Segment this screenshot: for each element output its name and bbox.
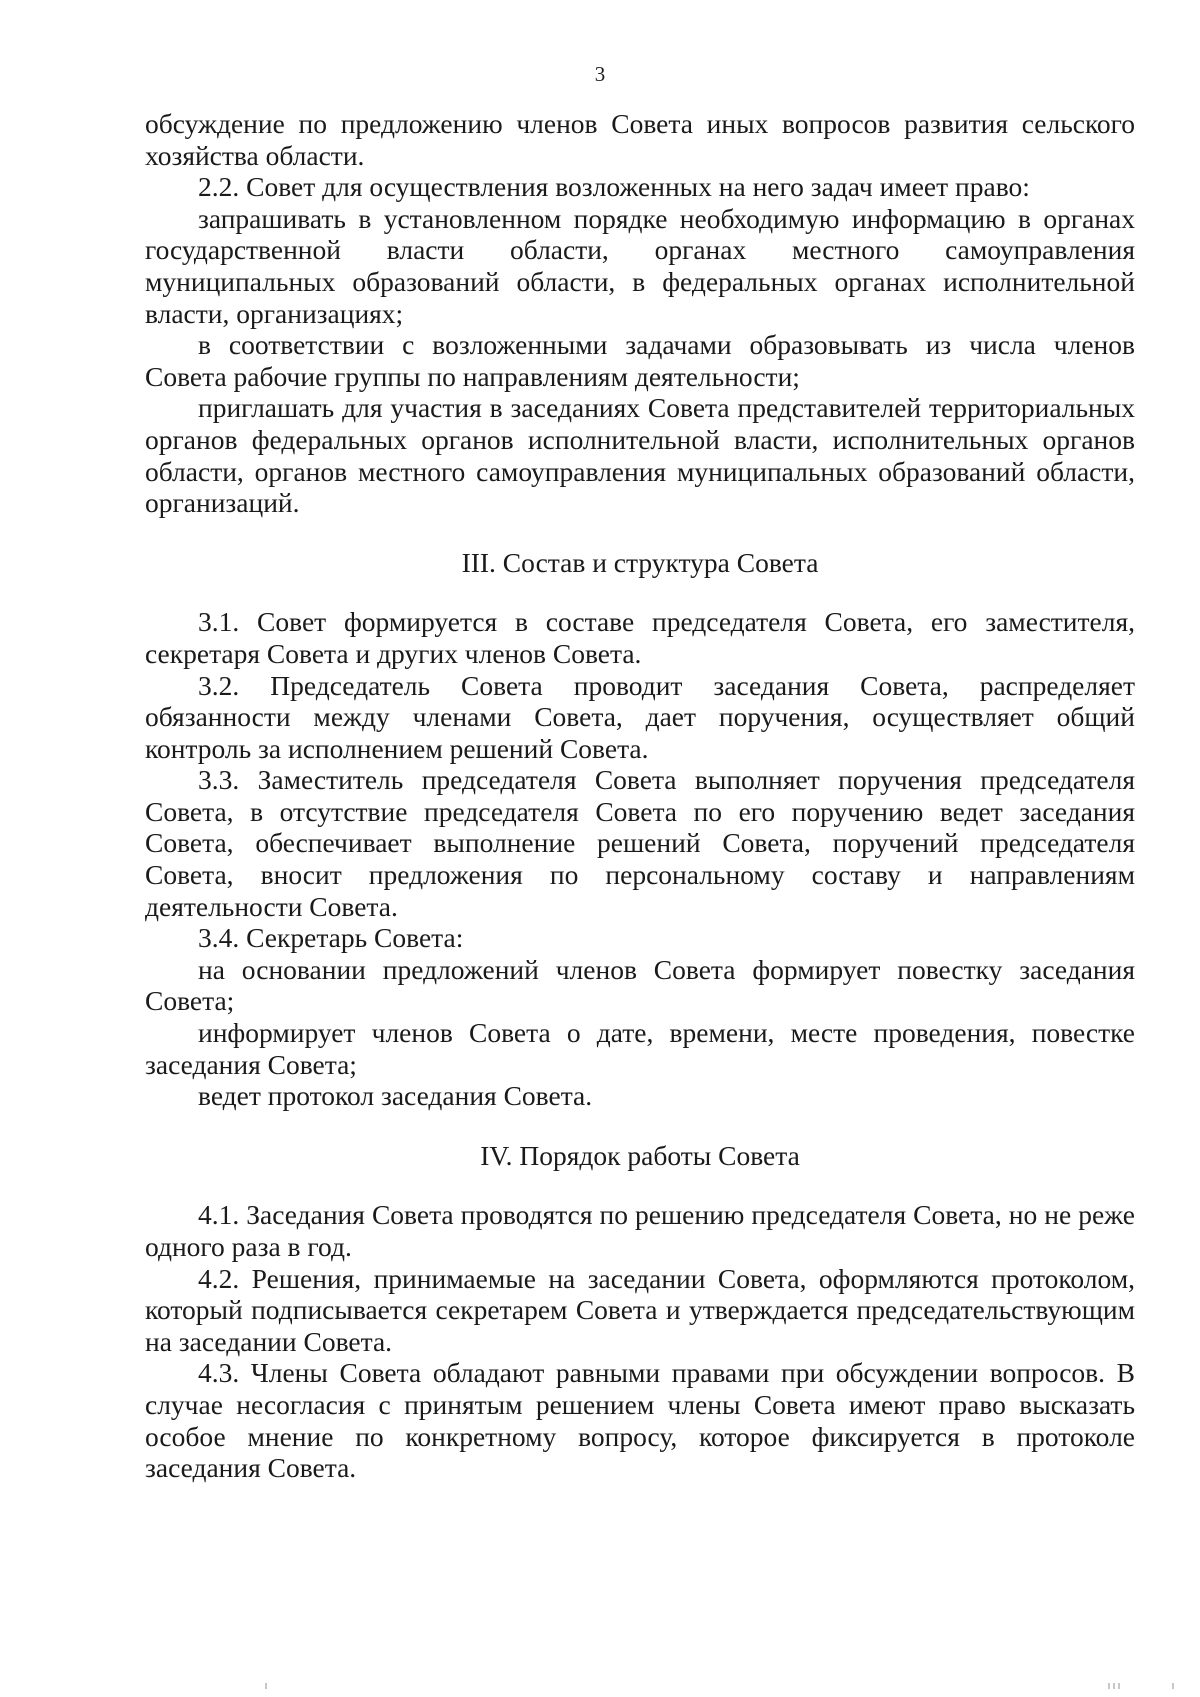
paragraph: 3.2. Председатель Совета проводит заседания Совета, распределяет обязанности между членами Совета, дает поручения, осуществляет общий контроль за исполнением решений Совета. bbox=[145, 669, 1135, 764]
paragraph: обсуждение по предложению членов Совета иных вопросов развития сельского хозяйства области. bbox=[145, 108, 1135, 171]
paragraph: 3.4. Секретарь Совета: bbox=[198, 922, 464, 954]
paragraph: информирует членов Совета о дате, времени, месте проведения, повестке заседания Совета; bbox=[145, 1017, 1135, 1080]
paragraph: 4.2. Решения, принимаемые на заседании Совета, оформляются протоколом, который подписывается секретарем Совета и утверждается председательствующим на заседании Совета. bbox=[145, 1262, 1135, 1357]
paragraph: 4.3. Члены Совета обладают равными правами при обсуждении вопросов. В случае несогласия с принятым решением члены Совета имеют право высказать особое мнение по конкретному вопросу, которое фиксируется в протоколе заседания Совета. bbox=[145, 1357, 1135, 1484]
section-heading: IV. Порядок работы Совета bbox=[480, 1139, 800, 1171]
paragraph: запрашивать в установленном порядке необходимую информацию в органах государственной власти области, органах местного самоуправления муниципальных образований области, в федеральных органах исполнительной власти, организациях; bbox=[145, 202, 1135, 329]
paragraph: 2.2. Совет для осуществления возложенных на него задач имеет право: bbox=[198, 171, 1030, 203]
document-body bbox=[145, 108, 1135, 1484]
paragraph: на основании предложений членов Совета формирует повестку заседания Совета; bbox=[145, 953, 1135, 1017]
page-number: 3 bbox=[594, 62, 606, 86]
paragraph: ведет протокол заседания Совета. bbox=[198, 1080, 593, 1112]
paragraph: в соответствии с возложенными задачами образовывать из числа членов Совета рабочие группы по направлениям деятельности; bbox=[145, 329, 1135, 392]
paragraph: 3.3. Заместитель председателя Совета выполняет поручения председателя Совета, в отсутствие председателя Совета по его поручению ведет заседания Совета, обеспечивает выполнение решений Совета, поручений председателя Совета, вносит предложения по персональному составу и направлениям деятельности Совета. bbox=[145, 764, 1135, 922]
paragraph: приглашать для участия в заседаниях Совета представителей территориальных органов федеральных органов исполнительной власти, исполнительных органов области, органов местного самоуправления муниципальных образований области, организаций. bbox=[145, 392, 1135, 519]
scan-artifacts bbox=[0, 1679, 1200, 1689]
paragraph: 3.1. Совет формируется в составе председателя Совета, его заместителя, секретаря Совета и других членов Совета. bbox=[145, 606, 1135, 669]
section-heading: III. Состав и структура Совета bbox=[461, 546, 819, 578]
paragraph: 4.1. Заседания Совета проводятся по решению председателя Совета, но не реже одного раза в год. bbox=[145, 1199, 1135, 1262]
